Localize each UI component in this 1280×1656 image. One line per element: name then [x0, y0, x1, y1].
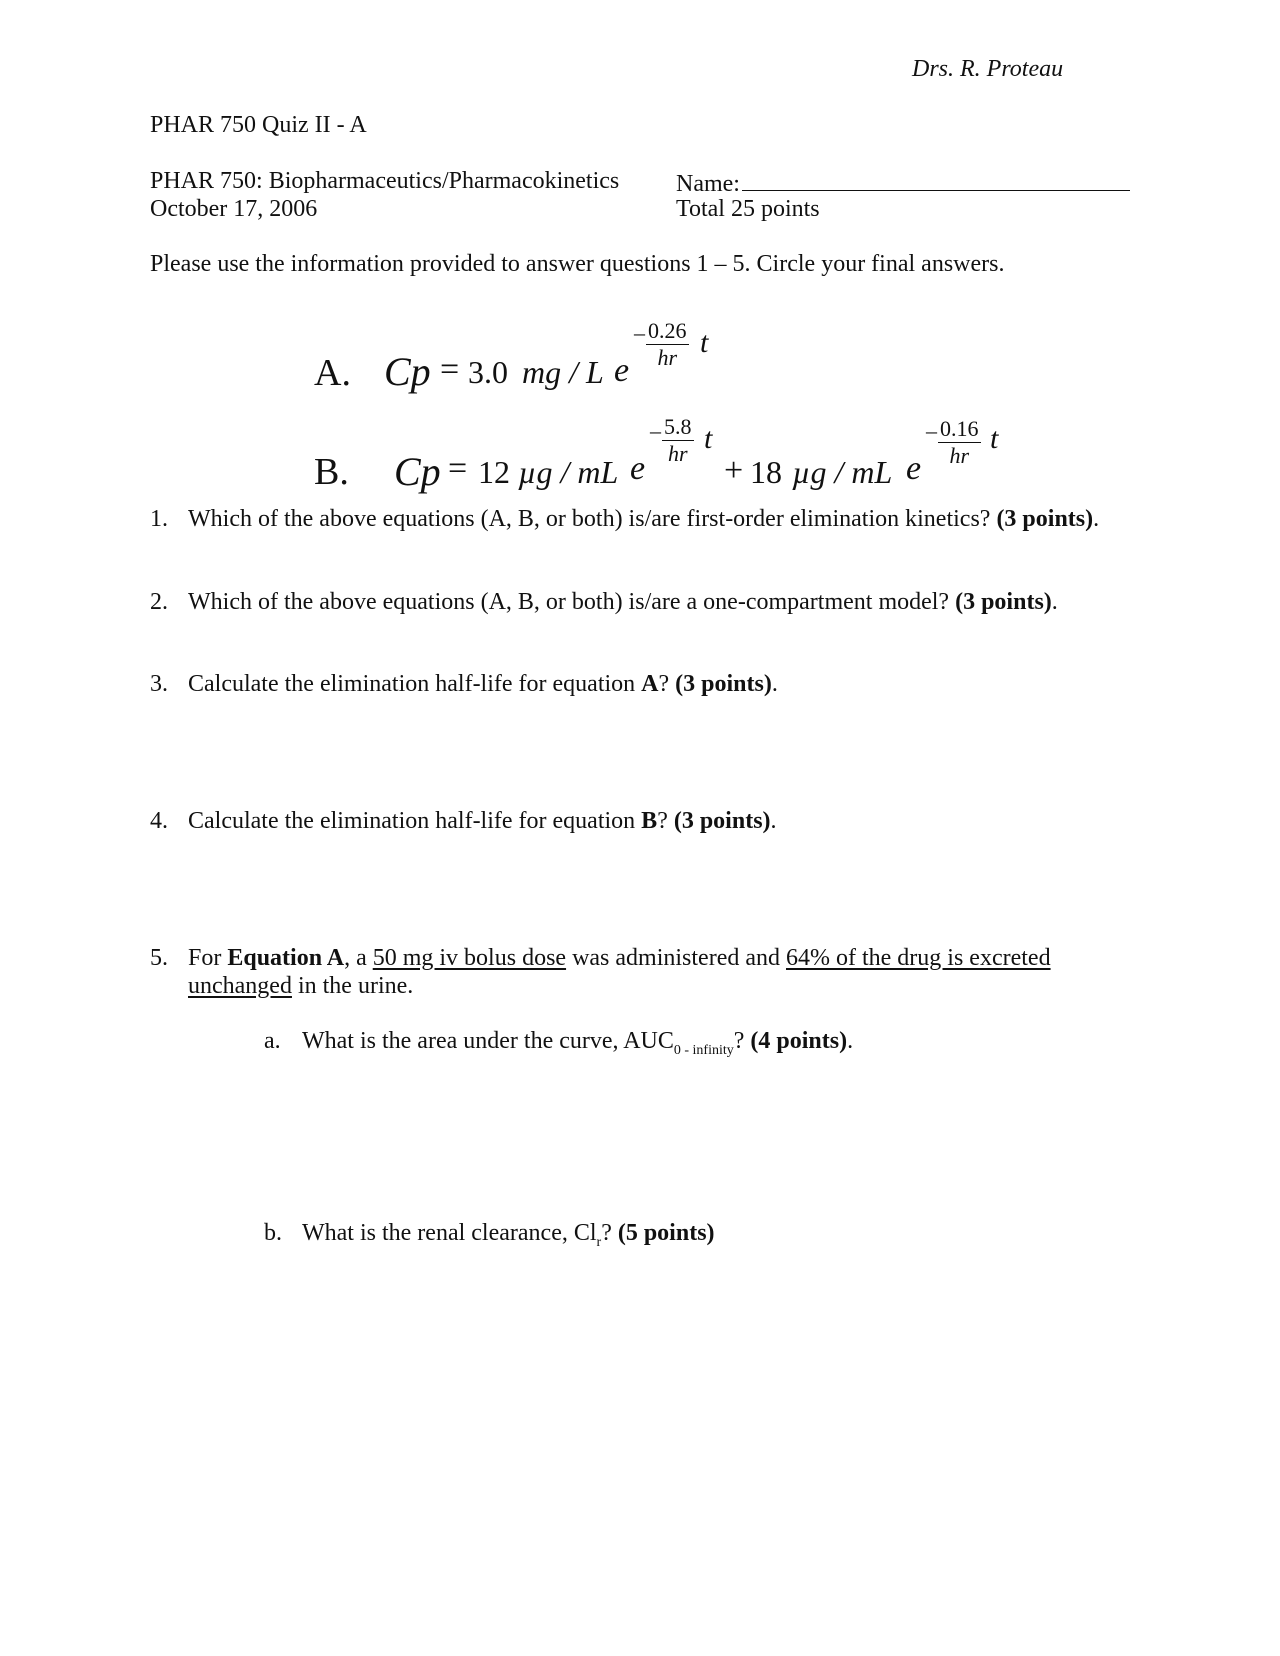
q5a-letter: a. — [264, 1028, 281, 1054]
question-number: 4. — [150, 808, 168, 834]
q5-excreted-line1: 64% of the drug is excreted — [786, 945, 1051, 971]
equation-b-rate1 — [662, 414, 694, 467]
question-text: Calculate the elimination half-life for equation — [188, 671, 642, 697]
question-after: ? — [658, 671, 676, 697]
q5b-letter: b. — [264, 1220, 282, 1246]
equation-a-exp-minus: – — [634, 320, 645, 345]
q5b-points: (5 points) — [617, 1220, 715, 1246]
question-4 — [150, 808, 777, 835]
equation-b-rate2-den: hr — [949, 443, 970, 468]
q5-dose: 50 mg iv bolus dose — [372, 945, 567, 971]
q5-excreted-line2: unchanged — [188, 973, 292, 999]
equation-b-rate2 — [938, 416, 981, 469]
q5-equation-label: Equation A — [227, 945, 345, 971]
equation-a-rate-num: 0.26 — [648, 318, 687, 343]
instructions: Please use the information provided to answer questions 1 – 5. Circle your final answers. — [150, 251, 1005, 277]
question-points: (3 points) — [996, 506, 1094, 532]
name-blank-line[interactable] — [742, 168, 1130, 191]
quiz-title: PHAR 750 Quiz II - A — [150, 112, 367, 138]
question-end: . — [771, 671, 778, 697]
q5-text-2: , a — [344, 945, 373, 971]
question-number: 1. — [150, 506, 168, 532]
question-text: Which of the above equations (A, B, or both) is/are a one-compartment model? — [188, 589, 956, 615]
equation-a-unit: mg / L — [522, 354, 604, 390]
equation-b-unit2: µg / mL — [792, 454, 893, 490]
equation-a-rate-den: hr — [657, 345, 678, 370]
authors: Drs. R. Proteau — [912, 56, 1064, 82]
equation-b-t2: t — [990, 422, 999, 455]
question-text: Which of the above equations (A, B, or both) is/are first-order elimination kinetics? — [188, 506, 997, 532]
question-points: (3 points) — [675, 671, 772, 697]
question-number: 5. — [150, 945, 168, 971]
question-3 — [150, 671, 778, 698]
question-number: 3. — [150, 671, 168, 697]
equation-b-coef1: 12 — [478, 454, 510, 490]
equation-b-cp: Cp — [394, 449, 441, 494]
q5-text-3: was administered and — [566, 945, 786, 971]
equation-b-e2: e — [906, 450, 922, 487]
equation-b-equals: = — [448, 450, 468, 487]
q5a-points: (4 points) — [750, 1028, 848, 1054]
equation-b-coef2: 18 — [750, 454, 782, 490]
q5a-end: . — [847, 1028, 854, 1054]
question-equation-ref: B — [641, 808, 658, 834]
question-end: . — [770, 808, 777, 834]
question-1 — [150, 506, 1099, 533]
q5b-subscript: r — [596, 1234, 602, 1250]
total-points: Total 25 points — [676, 196, 820, 222]
equation-b-e1: e — [630, 450, 646, 487]
question-5-line-2 — [188, 973, 413, 1000]
question-points: (3 points) — [673, 808, 771, 834]
equation-b-label: B. — [314, 451, 349, 493]
equation-b-rate2-num: 0.16 — [940, 416, 979, 441]
equation-b-exp1-minus: – — [650, 418, 661, 443]
q5-text-4: in the urine. — [291, 973, 414, 999]
equation-b-plus: + — [724, 452, 744, 489]
q5a-subscript: 0 - infinity — [673, 1042, 734, 1058]
equation-b-unit1: µg / mL — [518, 454, 619, 490]
q5a-after: ? — [733, 1028, 751, 1054]
equation-a-cp: Cp — [384, 349, 431, 394]
question-end: . — [1093, 506, 1100, 532]
question-2 — [150, 589, 1058, 616]
equation-b-rate1-den: hr — [667, 441, 688, 466]
equation-a-coef: 3.0 — [468, 354, 508, 390]
equation-b-rate1-num: 5.8 — [664, 414, 692, 439]
equation-b-exp2-minus: – — [926, 418, 937, 443]
question-5b — [264, 1220, 715, 1251]
q5b-text: What is the renal clearance, Cl — [302, 1220, 597, 1246]
q5a-text: What is the area under the curve, AUC — [302, 1028, 674, 1054]
question-end: . — [1051, 589, 1058, 615]
quiz-date: October 17, 2006 — [150, 196, 318, 222]
equation-a-rate — [646, 318, 689, 371]
question-after: ? — [657, 808, 674, 834]
q5b-after: ? — [601, 1220, 618, 1246]
equation-a-equals: = — [440, 351, 460, 388]
name-label: Name: — [676, 171, 740, 197]
question-number: 2. — [150, 589, 168, 615]
name-field[interactable] — [676, 168, 1130, 198]
question-5a — [264, 1028, 853, 1059]
equation-b-t1: t — [704, 422, 713, 455]
equation-a-label: A. — [314, 352, 351, 394]
course-title: PHAR 750: Biopharmaceutics/Pharmacokinetics — [150, 168, 620, 194]
question-points: (3 points) — [955, 589, 1052, 615]
equation-a-e: e — [614, 352, 630, 389]
question-equation-ref: A — [641, 671, 659, 697]
equation-a-t: t — [700, 326, 709, 359]
question-5 — [150, 945, 1051, 972]
question-text: Calculate the elimination half-life for equation — [188, 808, 642, 834]
q5-text-1: For — [188, 945, 228, 971]
